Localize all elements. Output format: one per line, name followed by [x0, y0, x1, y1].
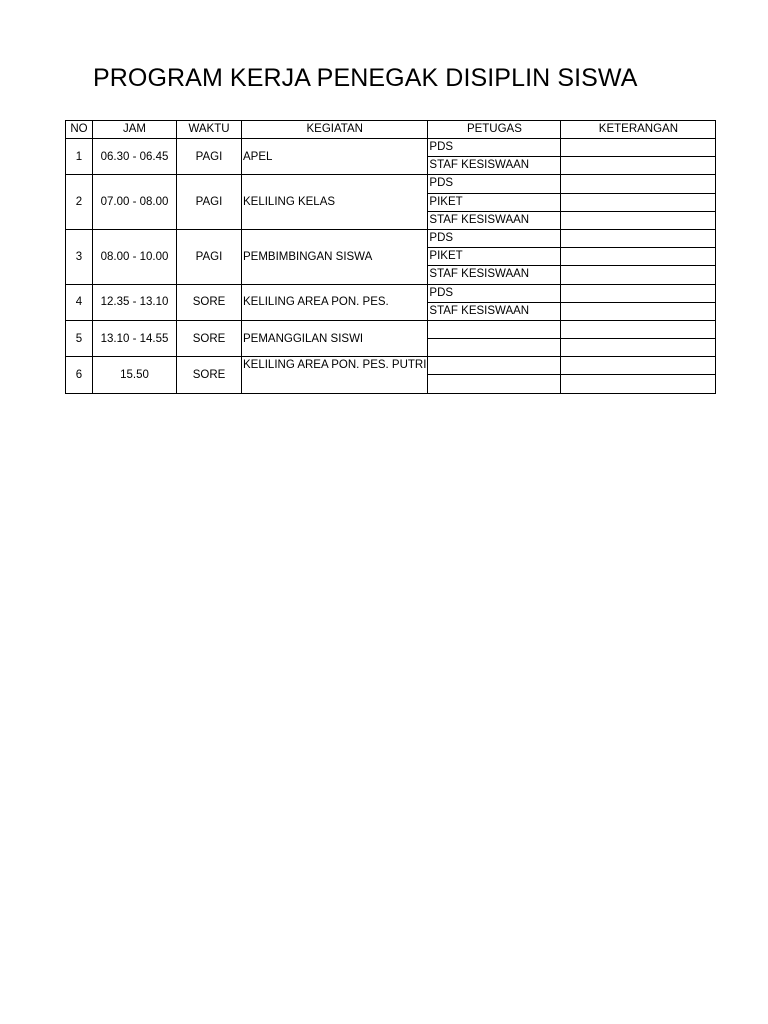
cell-keterangan: [561, 193, 716, 211]
table-row: [66, 284, 716, 302]
cell-no: 2: [66, 175, 93, 230]
table-row: [66, 357, 716, 375]
cell-kegiatan-text: PEMANGGILAN SISWI: [243, 332, 364, 345]
cell-petugas: [428, 375, 561, 393]
cell-no: 5: [66, 320, 93, 356]
cell-jam: 07.00 - 08.00: [93, 175, 177, 230]
cell-waktu: SORE: [177, 284, 242, 320]
cell-no: 1: [66, 139, 93, 175]
header-no: NO: [66, 121, 93, 139]
cell-no: 4: [66, 284, 93, 320]
cell-kegiatan-text: APEL: [243, 150, 273, 163]
table-row: [66, 139, 716, 157]
table-row: [66, 229, 716, 247]
cell-petugas: PIKET: [428, 193, 561, 211]
cell-keterangan: [561, 175, 716, 193]
table-row: [66, 175, 716, 193]
cell-petugas: STAF KESISWAAN: [428, 211, 561, 229]
cell-jam: 12.35 - 13.10: [93, 284, 177, 320]
cell-no: 6: [66, 357, 93, 393]
cell-jam: 13.10 - 14.55: [93, 320, 177, 356]
cell-keterangan: [561, 229, 716, 247]
cell-kegiatan-text: PEMBIMBINGAN SISWA: [243, 250, 373, 263]
cell-keterangan: [561, 266, 716, 284]
cell-petugas: [428, 357, 561, 375]
cell-petugas: [428, 339, 561, 357]
cell-jam: 08.00 - 10.00: [93, 229, 177, 284]
cell-keterangan: [561, 284, 716, 302]
cell-keterangan: [561, 320, 716, 338]
cell-kegiatan: [242, 139, 428, 175]
cell-waktu: SORE: [177, 320, 242, 356]
cell-waktu: PAGI: [177, 229, 242, 284]
cell-keterangan: [561, 339, 716, 357]
cell-kegiatan-text: KELILING AREA PON. PES.: [243, 296, 389, 309]
cell-keterangan: [561, 248, 716, 266]
cell-petugas: PDS: [428, 139, 561, 157]
cell-jam: 15.50: [93, 357, 177, 393]
cell-keterangan: [561, 302, 716, 320]
cell-jam: 06.30 - 06.45: [93, 139, 177, 175]
header-jam: JAM: [93, 121, 177, 139]
cell-kegiatan-text: KELILING KELAS: [243, 196, 336, 209]
header-keterangan: KETERANGAN: [561, 121, 716, 139]
header-petugas: PETUGAS: [428, 121, 561, 139]
cell-waktu: PAGI: [177, 139, 242, 175]
cell-petugas: [428, 320, 561, 338]
cell-keterangan: [561, 157, 716, 175]
page-title: PROGRAM KERJA PENEGAK DISIPLIN SISWA: [93, 64, 638, 92]
cell-petugas: STAF KESISWAAN: [428, 266, 561, 284]
cell-petugas: PDS: [428, 229, 561, 247]
cell-keterangan: [561, 375, 716, 393]
cell-petugas: PDS: [428, 175, 561, 193]
cell-waktu: SORE: [177, 357, 242, 393]
cell-kegiatan-text: KELILING AREA PON. PES. PUTRI: [243, 359, 427, 372]
table-row: [66, 320, 716, 338]
program-table: [65, 120, 716, 394]
cell-waktu: PAGI: [177, 175, 242, 230]
cell-kegiatan: [242, 175, 428, 230]
cell-kegiatan: [242, 320, 428, 356]
cell-petugas: STAF KESISWAAN: [428, 302, 561, 320]
header-waktu: WAKTU: [177, 121, 242, 139]
cell-keterangan: [561, 357, 716, 375]
cell-petugas: PDS: [428, 284, 561, 302]
cell-kegiatan: [242, 229, 428, 284]
cell-petugas: PIKET: [428, 248, 561, 266]
cell-no: 3: [66, 229, 93, 284]
cell-petugas: STAF KESISWAAN: [428, 157, 561, 175]
cell-keterangan: [561, 139, 716, 157]
header-row: [66, 121, 716, 139]
cell-kegiatan: [242, 284, 428, 320]
header-kegiatan: KEGIATAN: [242, 121, 428, 139]
cell-kegiatan: [242, 357, 428, 393]
cell-keterangan: [561, 211, 716, 229]
